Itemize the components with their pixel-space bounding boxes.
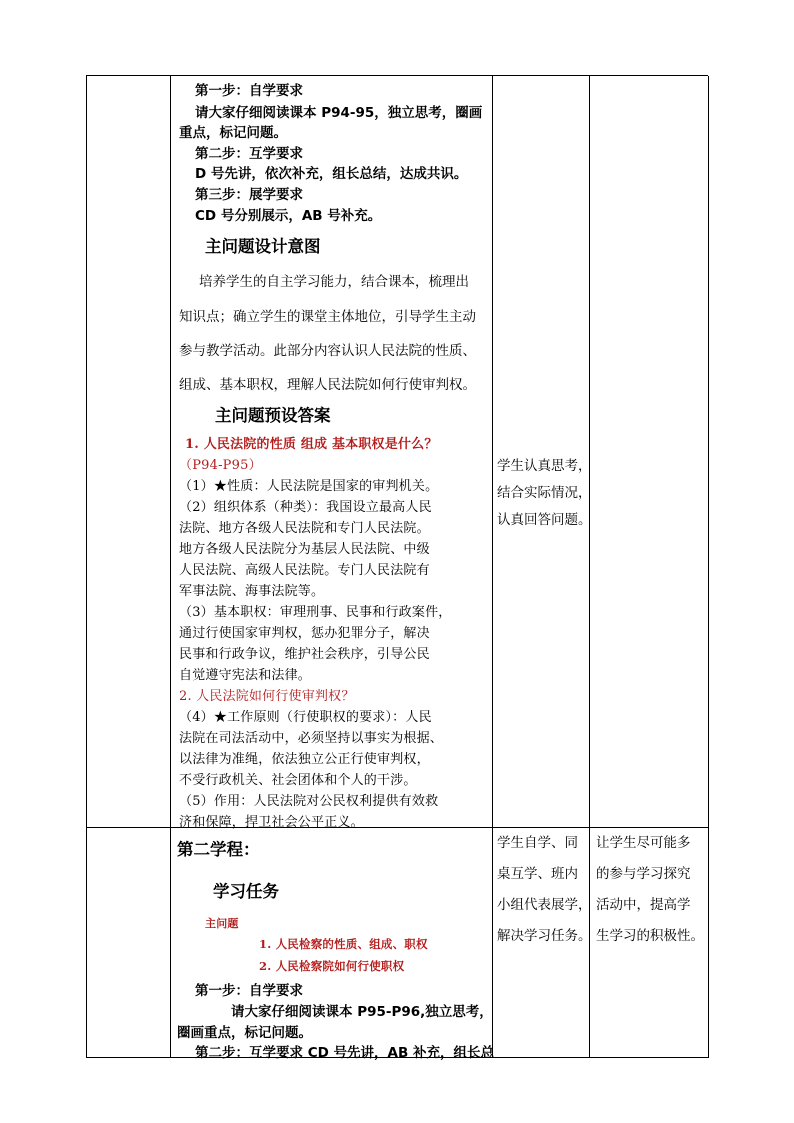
student-activity-line: 结合实际情况， (497, 485, 592, 501)
student-activity-line: 学生认真思考， (497, 458, 592, 474)
row1-intent-cell (590, 76, 709, 828)
step2-text: 第二步：互学要求 CD 号先讲，AB 补充，组长总 (195, 1045, 494, 1061)
step1-text-cont: 重点，标记问题。 (179, 125, 287, 141)
row1-content-cell (171, 76, 493, 828)
task-heading: 学习任务 (213, 882, 279, 901)
lesson-plan-table (86, 75, 708, 1061)
main-question-label: 主问题 (205, 917, 239, 930)
student-activity-line: 解决学习任务。 (497, 928, 592, 944)
step1-title: 第一步：自学要求 (195, 83, 303, 99)
student-activity-line: 学生自学、同 (497, 835, 578, 851)
step1-title: 第一步：自学要求 (195, 983, 303, 999)
answer-line: 地方各级人民法院分为基层人民法院、中级 (179, 542, 430, 557)
student-activity-line: 小组代表展学， (497, 897, 592, 913)
step1-text: 请大家仔细阅读课本 P95-P96,独立思考， (231, 1004, 493, 1020)
step1-text: 请大家仔细阅读课本 P94-95，独立思考，圈画 (195, 105, 483, 121)
step2-text: D 号先讲，依次补充，组长总结，达成共识。 (195, 166, 468, 182)
row1-stage-cell (87, 76, 171, 828)
answer-line: 通过行使国家审判权，惩办犯罪分子，解决 (179, 626, 430, 641)
question-1-pages: （P94-P95） (179, 458, 262, 473)
answer-line: 民事和行政争议，维护社会秩序，引导公民 (179, 647, 430, 662)
answer-line: 自觉遵守宪法和法律。 (179, 668, 312, 683)
answer-line: 法院在司法活动中，必须坚持以事实为根据、 (179, 731, 444, 746)
design-intent-line: 让学生尽可能多 (596, 835, 691, 851)
row2-content-cell (171, 828, 494, 1061)
answer-line: （3）基本职权：审理刑事、民事和行政案件， (179, 605, 452, 620)
design-line: 组成、基本职权，理解人民法院如何行使审判权。 (179, 377, 476, 393)
answer-line: 以法律为准绳，依法独立公正行使审判权， (179, 752, 430, 767)
design-intent-line: 生学习的积极性。 (596, 928, 704, 944)
main-question-2: 2. 人民检察院如何行使职权 (259, 959, 405, 973)
answer-line: 不受行政机关、社会团体和个人的干涉。 (179, 773, 417, 788)
step3-title: 第三步：展学要求 (195, 187, 303, 203)
design-heading: 主问题设计意图 (205, 237, 321, 256)
answer-line: （2）组织体系（种类）：我国设立最高人民 (179, 500, 432, 515)
design-line: 参与教学活动。此部分内容认识人民法院的性质、 (179, 343, 476, 359)
step3-text: CD 号分别展示，AB 号补充。 (195, 208, 382, 224)
row2-student-cell (493, 828, 590, 1058)
student-activity-line: 桌互学、班内 (497, 866, 578, 882)
question-2: 2. 人民法院如何行使审判权？ (179, 689, 355, 704)
answer-line: （1）★性质：人民法院是国家的审判机关。 (179, 479, 439, 494)
main-question-1: 1. 人民检察的性质、组成、职权 (259, 937, 428, 951)
question-1: 1. 人民法院的性质 组成 基本职权是什么？ (185, 437, 438, 452)
answer-line: 济和保障，捍卫社会公平正义。 (179, 815, 364, 830)
design-intent-line: 的参与学习探究 (596, 866, 691, 882)
step1-text-cont: 圈画重点，标记问题。 (177, 1025, 312, 1041)
answer-line: （5）作用：人民法院对公民权利提供有效救 (179, 794, 439, 809)
answer-line: （4）★工作原则（行使职权的要求）：人民 (179, 710, 432, 725)
row2-intent-cell (590, 828, 709, 1058)
stage-title: 第二学程： (177, 840, 260, 859)
design-intent-line: 活动中，提高学 (596, 897, 691, 913)
student-activity-line: 认真回答问题。 (497, 512, 592, 528)
answer-line: 军事法院、海事法院等。 (179, 584, 325, 599)
row1-student-cell (493, 76, 590, 828)
design-line: 知识点；确立学生的课堂主体地位，引导学生主动 (179, 309, 476, 325)
answer-heading: 主问题预设答案 (215, 406, 331, 425)
design-line: 培养学生的自主学习能力，结合课本，梳理出 (199, 274, 469, 290)
answer-line: 人民法院、高级人民法院。专门人民法院有 (179, 563, 430, 578)
row2-stage-cell (87, 828, 171, 1058)
answer-line: 法院、地方各级人民法院和专门人民法院。 (179, 521, 430, 536)
step2-title: 第二步：互学要求 (195, 146, 303, 162)
